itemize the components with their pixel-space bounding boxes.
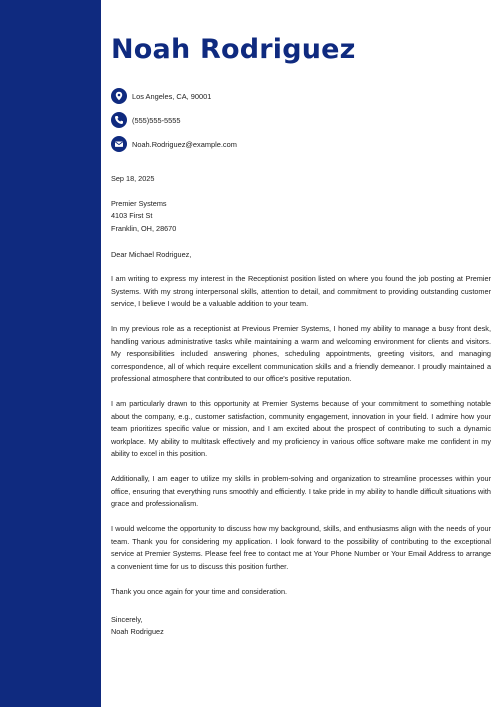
recipient-street: 4103 First St bbox=[111, 211, 153, 221]
contact-address: Los Angeles, CA, 90001 bbox=[132, 91, 212, 101]
signature-name: Noah Rodriguez bbox=[111, 627, 164, 637]
recipient-block bbox=[111, 198, 491, 235]
contact-address-row bbox=[111, 88, 211, 104]
contact-email[interactable]: Noah.Rodriguez@example.com bbox=[132, 139, 237, 149]
body-paragraph-4: Additionally, I am eager to utilize my skills in problem-solving and organization to streamline processes within your office, ensuring that everything runs smoothly and efficiently. I take pride in my ability to handle difficult situations with grace and professionalism. bbox=[111, 474, 491, 508]
valediction: Sincerely, bbox=[111, 615, 143, 624]
contact-email-row bbox=[111, 136, 237, 152]
sidebar-accent-bar bbox=[0, 0, 101, 707]
recipient-city: Franklin, OH, 28670 bbox=[111, 223, 177, 233]
mail-icon bbox=[111, 136, 127, 152]
contact-phone-row bbox=[111, 112, 181, 128]
body-paragraph-1: I am writing to express my interest in the Receptionist position listed on where you found the job posting at Premier Systems. With my strong interpersonal skills, attention to detail, and commitment to providing outstanding customer service, I believe I would be a valuable addition to your team. bbox=[111, 274, 491, 308]
recipient-company: Premier Systems bbox=[111, 199, 167, 208]
contact-phone: (555)555-5555 bbox=[132, 115, 181, 125]
salutation: Dear Michael Rodriguez, bbox=[111, 250, 192, 259]
body-paragraph-6: Thank you once again for your time and consideration. bbox=[111, 587, 288, 596]
body-paragraph-5: I would welcome the opportunity to discuss how my background, skills, and enthusiasms align with the needs of your team. Thank you for considering my application. I look forward to the possibility of contributing to the exceptional service at Premier Systems. Please feel free to contact me at Your Phone Number or Your Email Address to arrange a convenient time for us to discuss this position further. bbox=[111, 524, 491, 571]
body-paragraph-2: In my previous role as a receptionist at Previous Premier Systems, I honed my ability to manage a busy front desk, handling various administrative tasks while maintaining a warm and welcoming environment for clients and visitors. My responsibilities included answering phones, scheduling appointments, greeting visitors, and managing correspondence, all of which require excellent communication skills and a friendly demeanor. I proudly maintained a professional atmosphere that contributed to our office's positive reputation. bbox=[111, 324, 491, 383]
map-pin-icon bbox=[111, 88, 127, 104]
phone-icon bbox=[111, 112, 127, 128]
closing-block bbox=[111, 614, 491, 639]
applicant-name: Noah Rodriguez bbox=[111, 34, 356, 65]
body-paragraph-3: I am particularly drawn to this opportunity at Premier Systems because of your commitment to something notable about the company, e.g., customer satisfaction, community engagement, innovation in your field. I admire how your team prioritizes specific value or mission, and I am excited about the prospect of contributing to such a dynamic workplace. My ability to multitask effectively and my proficiency in various office software make me confident in my ability to excel in this position. bbox=[111, 399, 491, 458]
letter-date: Sep 18, 2025 bbox=[111, 174, 155, 183]
